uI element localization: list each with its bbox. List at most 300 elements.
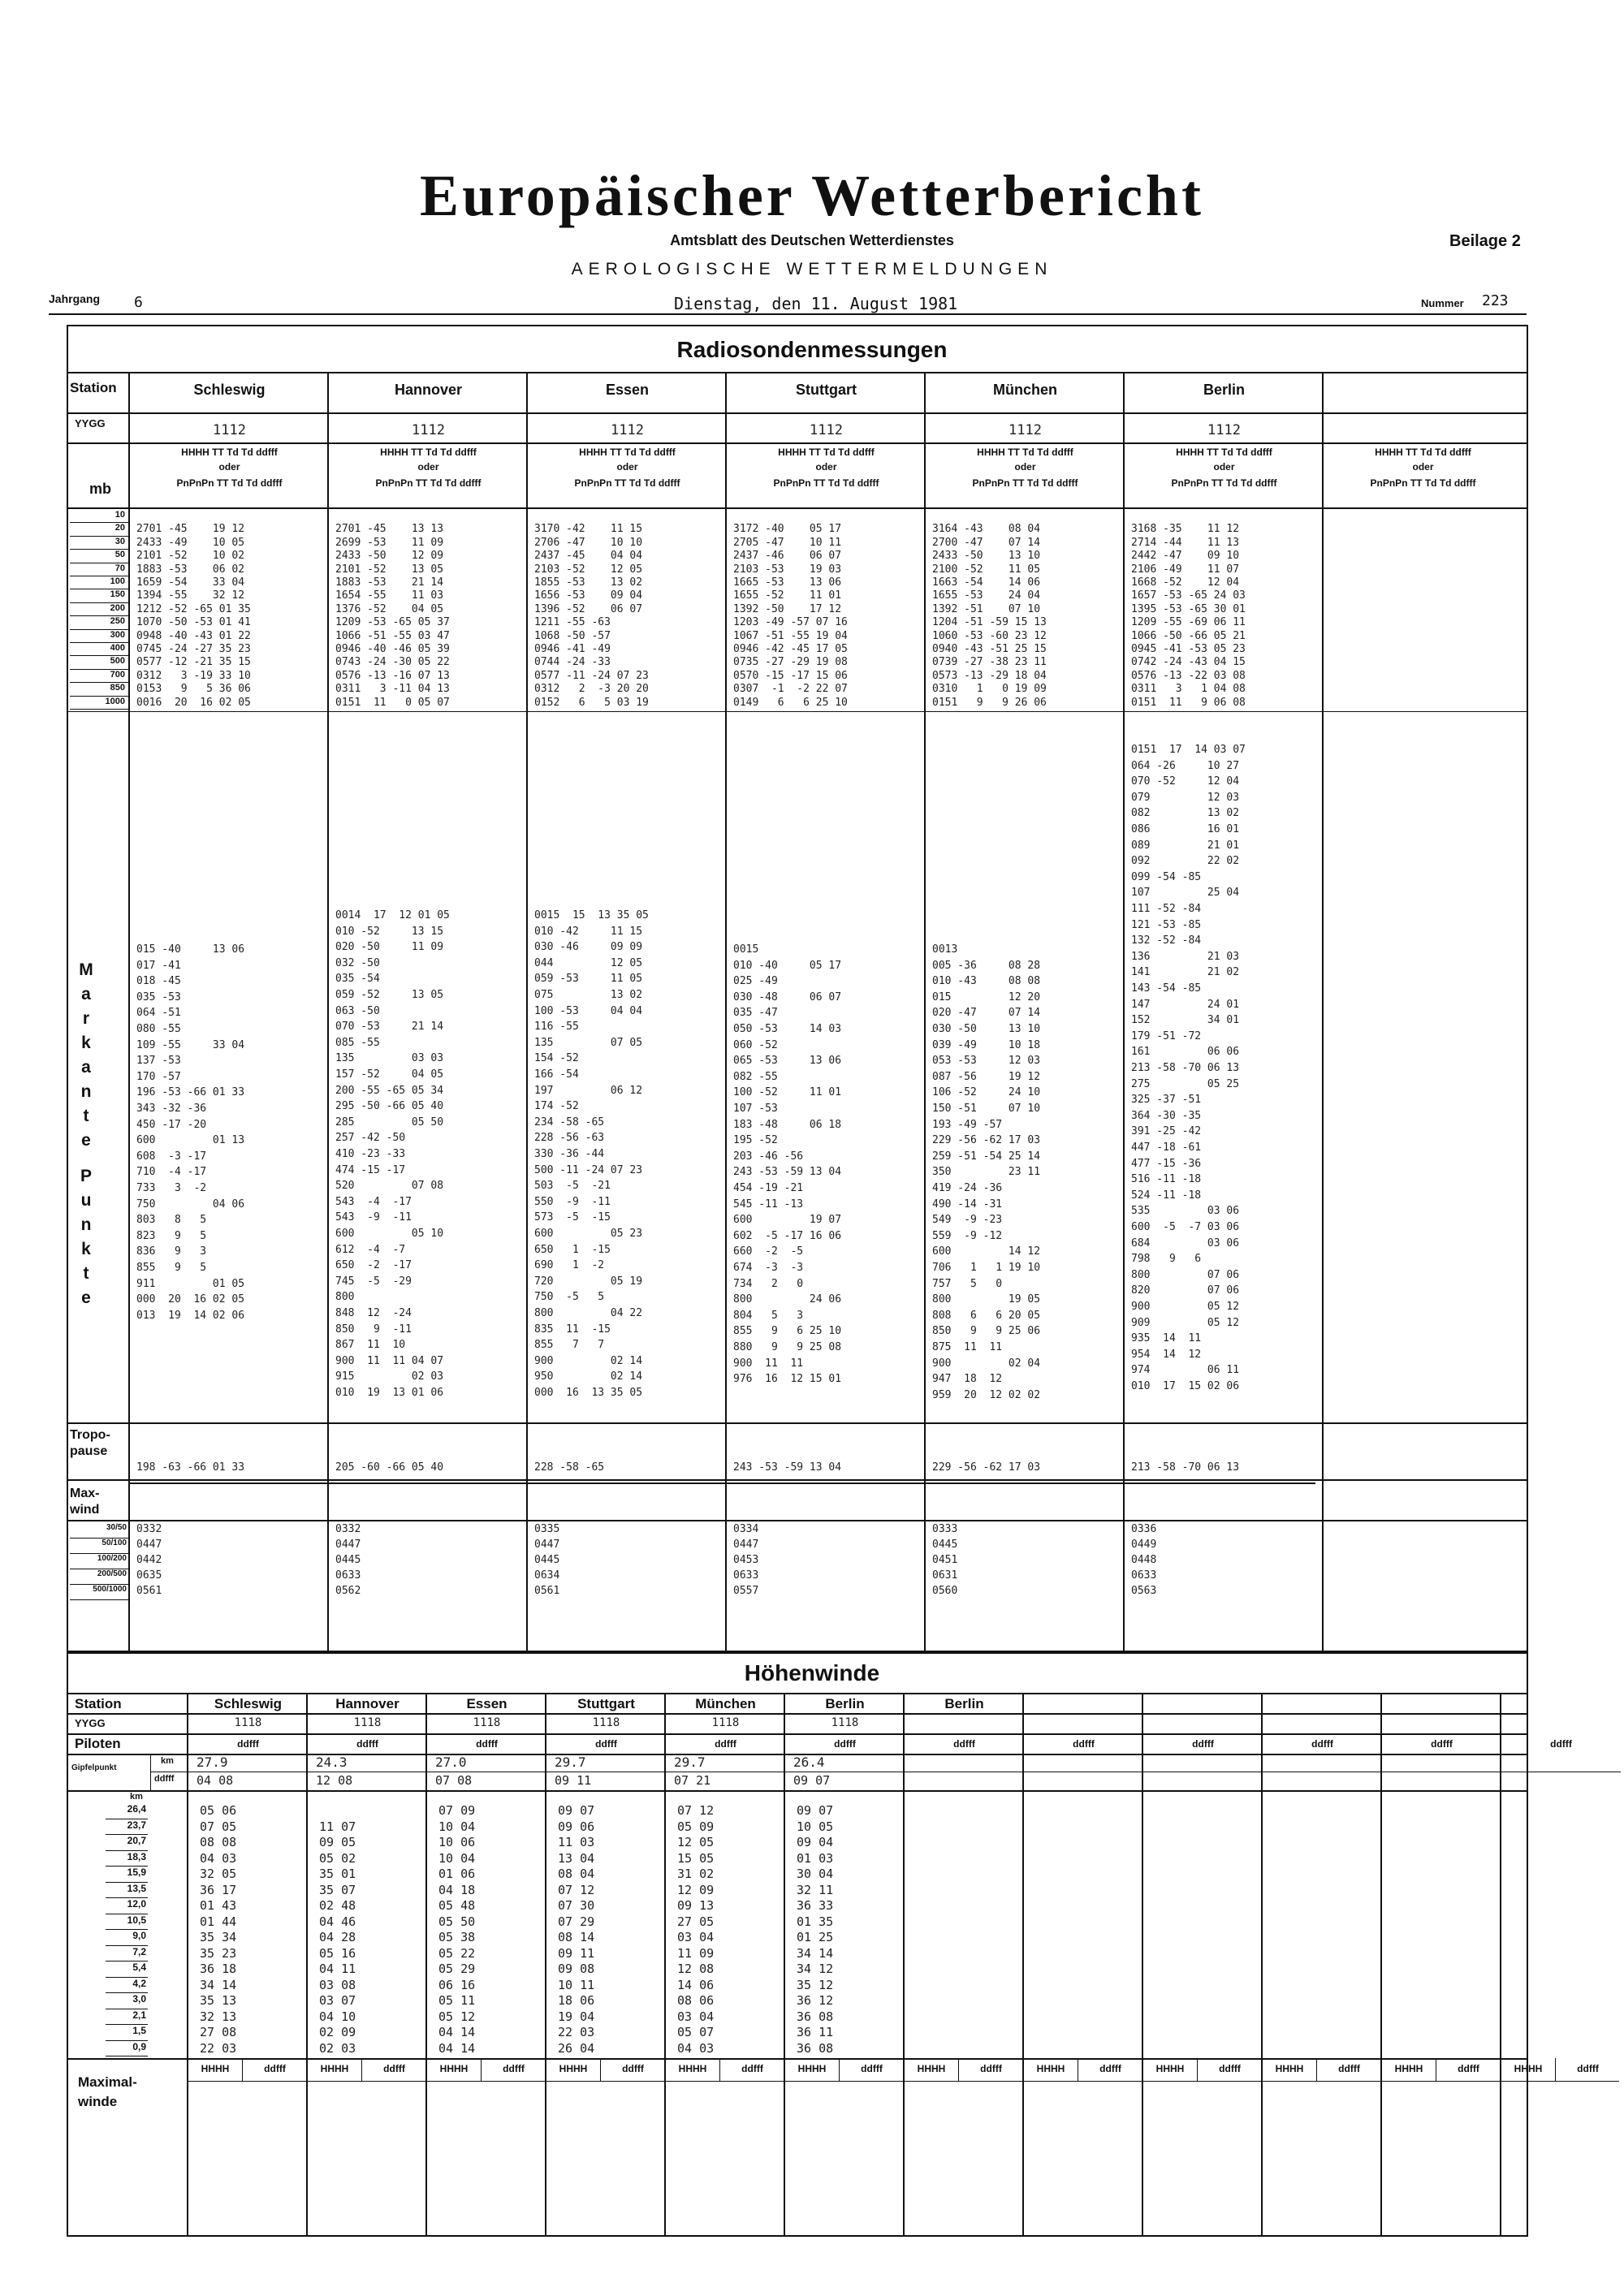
rule-wind-row [67, 1733, 1528, 1735]
sig-point-value: 085 -55 [335, 1036, 380, 1049]
layer-value: 0445 [335, 1554, 361, 1566]
sig-point-value: 543 -9 -11 [335, 1211, 412, 1224]
rule-wind-col [903, 1693, 905, 2237]
layer-value: 0562 [335, 1585, 361, 1597]
wind-value: 09 04 [797, 1835, 834, 1849]
std-level-value: 2701 -45 19 12 [136, 523, 245, 536]
std-level-value: 1657 -53 -65 24 03 [1131, 589, 1246, 602]
wind-level: 7,2 [132, 1945, 146, 1957]
wind-value: 05 29 [438, 1962, 476, 1976]
std-level-value: 1655 -53 24 04 [932, 589, 1041, 602]
std-level-value: 2714 -44 11 13 [1131, 536, 1240, 549]
sig-point-value: 855 7 7 [534, 1339, 605, 1352]
wind-value: 02 48 [319, 1898, 356, 1913]
std-level-value: 1376 -52 04 05 [335, 602, 444, 615]
sig-point-value: 116 -55 [534, 1021, 579, 1034]
sig-point-value: 330 -36 -44 [534, 1148, 605, 1160]
gipfel-label: Gipfelpunkt [71, 1763, 117, 1772]
sig-point-value: 154 -52 [534, 1052, 579, 1065]
sig-point-value: 750 04 06 [136, 1198, 245, 1211]
mb-label: mb [89, 481, 111, 497]
tropopause-value: 229 -56 -62 17 03 [932, 1461, 1041, 1474]
rule-wind-col [1500, 1693, 1501, 2237]
sig-point-value: 600 19 07 [733, 1214, 842, 1227]
std-level-value: 1203 -49 -57 07 16 [733, 616, 848, 629]
mb-level: 400 [110, 643, 125, 653]
wind-value: 35 13 [200, 1993, 237, 2008]
sig-point-value: 674 -3 -3 [733, 1262, 804, 1274]
wind-value: 01 06 [438, 1867, 476, 1881]
beilage-label: Beilage 2 [1449, 232, 1521, 250]
wind-value: 10 11 [558, 1977, 595, 1992]
col-head-2: PnPnPn TT Td Td ddfff [773, 477, 879, 489]
rule-wind-col [306, 1693, 308, 2237]
std-level-value: 2106 -49 11 07 [1131, 563, 1240, 576]
col-head: HHHH TT Td Td ddfff [1176, 447, 1272, 458]
piloten-ddfff: ddfff [953, 1738, 975, 1750]
sig-point-value: 228 -56 -63 [534, 1132, 605, 1145]
wind-value: 34 12 [797, 1962, 834, 1976]
wind-level: 12,0 [127, 1898, 146, 1910]
yygg-value: 1112 [1009, 422, 1042, 438]
markante-letter: n [80, 1082, 92, 1101]
tropopause-value: 198 -63 -66 01 33 [136, 1461, 245, 1474]
sig-point-value: 015 12 20 [932, 990, 1041, 1003]
sig-point-value: 600 01 13 [136, 1134, 245, 1147]
std-level-value: 3168 -35 11 12 [1131, 523, 1240, 536]
wind-value: 05 09 [677, 1819, 715, 1834]
sig-point-value: 106 -52 24 10 [932, 1086, 1041, 1099]
wind-level: 0,9 [132, 2040, 146, 2052]
sig-point-value: 275 05 25 [1131, 1077, 1240, 1090]
sig-point-value: 798 9 6 [1131, 1253, 1202, 1266]
std-level-value: 0577 -11 -24 07 23 [534, 669, 649, 682]
std-level-value: 0312 2 -3 20 20 [534, 683, 649, 696]
std-level-value: 1066 -50 -66 05 21 [1131, 629, 1246, 642]
layer-value: 0448 [1131, 1554, 1157, 1566]
wind-value: 01 43 [200, 1898, 237, 1913]
col-head-oder: oder [218, 461, 240, 473]
rule-layers [67, 1520, 1528, 1521]
rule-wind-row [67, 1790, 1528, 1792]
wind-value: 36 33 [797, 1898, 834, 1913]
sig-point-value: 848 12 -24 [335, 1307, 412, 1319]
wind-value: 01 35 [797, 1914, 834, 1929]
yygg-value: 1112 [810, 422, 843, 438]
std-level-value: 0312 3 -19 33 10 [136, 669, 251, 682]
sig-point-value: 087 -56 19 12 [932, 1070, 1041, 1083]
col-head-2: PnPnPn TT Td Td ddfff [1370, 477, 1476, 489]
layer-value: 0633 [335, 1569, 361, 1582]
std-level-value: 1211 -55 -63 [534, 616, 611, 629]
layer-value: 0334 [733, 1523, 759, 1535]
sig-point-value: 343 -32 -36 [136, 1103, 207, 1115]
wind-value: 05 38 [438, 1930, 476, 1944]
wind-value: 08 04 [558, 1867, 595, 1881]
wind-value: 05 02 [319, 1850, 356, 1866]
maximal-ddfff: ddfff [861, 2063, 883, 2074]
wind-yygg-value: 1118 [353, 1716, 382, 1729]
rule-mb [128, 372, 130, 1652]
sig-point-value: 0015 15 13 35 05 [534, 909, 649, 921]
rule-maximal [67, 2058, 1528, 2060]
col-head: HHHH TT Td Td ddfff [579, 447, 676, 458]
sig-point-value: 573 -5 -15 [534, 1211, 611, 1224]
rule-wind-title [67, 1693, 1528, 1694]
sig-point-value: 954 14 12 [1131, 1348, 1202, 1361]
wind-value: 08 08 [200, 1835, 237, 1849]
wind-station-label: Station [75, 1696, 122, 1711]
sig-point-value: 855 9 6 25 10 [733, 1325, 842, 1338]
col-head-2: PnPnPn TT Td Td ddfff [574, 477, 680, 489]
sig-point-value: 086 16 01 [1131, 823, 1240, 835]
nummer-value: 223 [1482, 292, 1509, 309]
layer-value: 0333 [932, 1523, 958, 1535]
markante-letter: a [81, 985, 91, 1003]
rule-station-col [327, 372, 329, 1652]
wind-value: 34 14 [797, 1945, 834, 1961]
wind-value: 02 03 [319, 2040, 356, 2056]
layer-value: 0561 [534, 1585, 560, 1597]
wind-yygg-value: 1118 [234, 1716, 262, 1729]
layer-value: 0447 [136, 1539, 162, 1551]
sig-point-value: 867 11 10 [335, 1339, 406, 1352]
std-level-value: 2433 -50 13 10 [932, 550, 1041, 563]
gipfel-km-label: km [161, 1756, 174, 1766]
std-level-value: 0742 -24 -43 04 15 [1131, 656, 1246, 669]
sig-point-value: 109 -55 33 04 [136, 1038, 245, 1051]
wind-value: 07 09 [438, 1803, 476, 1818]
wind-value: 04 14 [438, 2040, 476, 2056]
sig-point-value: 132 -52 -84 [1131, 934, 1202, 947]
piloten-ddfff: ddfff [834, 1738, 856, 1750]
wind-value: 04 03 [677, 2040, 715, 2056]
sig-point-value: 053 -53 12 03 [932, 1055, 1041, 1068]
piloten-ddfff: ddfff [1192, 1738, 1214, 1750]
std-level-value: 1070 -50 -53 01 41 [136, 616, 251, 629]
sig-point-value: 020 -47 07 14 [932, 1007, 1041, 1020]
std-level-value: 1656 -53 09 04 [534, 589, 643, 602]
wind-value: 11 07 [319, 1819, 356, 1834]
markante-label [70, 958, 102, 1310]
maximal-ddfff: ddfff [980, 2063, 1002, 2074]
wind-value: 07 12 [558, 1882, 595, 1897]
std-level-value: 0310 1 0 19 09 [932, 683, 1047, 696]
mb-level: 850 [110, 683, 125, 693]
wind-level: 20,7 [127, 1835, 146, 1846]
mb-level: 150 [110, 589, 125, 600]
sig-point-value: 065 -53 13 06 [733, 1055, 842, 1068]
col-head: HHHH TT Td Td ddfff [181, 447, 278, 458]
wind-value: 14 06 [677, 1977, 715, 1992]
tropopause-value: 205 -60 -66 05 40 [335, 1461, 444, 1474]
layer-value: 0631 [932, 1569, 958, 1582]
rule-wind-col [187, 1693, 188, 2237]
sig-point-value: 0014 17 12 01 05 [335, 909, 450, 921]
meta-line [49, 292, 1527, 315]
wind-value: 32 11 [797, 1882, 834, 1897]
wind-value: 07 12 [677, 1803, 715, 1818]
maxwind-label: Max-wind [70, 1487, 100, 1517]
wind-value: 08 14 [558, 1930, 595, 1944]
wind-value: 12 05 [677, 1835, 715, 1849]
yygg-value: 1112 [1207, 422, 1241, 438]
layer-value: 0563 [1131, 1585, 1157, 1597]
sig-point-value: 200 -55 -65 05 34 [335, 1084, 444, 1097]
gipfel-dd-value: 12 08 [316, 1773, 353, 1788]
sig-point-value: 075 13 02 [534, 989, 643, 1001]
sig-point-value: 600 -5 -7 03 06 [1131, 1221, 1240, 1233]
wind-value: 18 06 [558, 1993, 595, 2008]
wind-level: 23,7 [127, 1819, 146, 1831]
sig-point-value: 545 -11 -13 [733, 1198, 804, 1211]
sig-point-value: 259 -51 -54 25 14 [932, 1150, 1041, 1163]
std-level-value: 2101 -52 10 02 [136, 550, 245, 563]
std-level-value: 1855 -53 13 02 [534, 576, 643, 589]
std-level-value: 2701 -45 13 13 [335, 523, 444, 536]
wind-level: 4,2 [132, 1977, 146, 1989]
sig-point-value: 039 -49 10 18 [932, 1038, 1041, 1051]
sig-point-value: 0013 [932, 943, 958, 956]
sig-point-value: 183 -48 06 18 [733, 1118, 842, 1131]
piloten-ddfff: ddfff [595, 1738, 617, 1750]
yygg-value: 1112 [412, 422, 445, 438]
station-name-hannover: Hannover [394, 382, 463, 398]
col-head-oder: oder [1014, 461, 1036, 473]
std-level-value: 1066 -51 -55 03 47 [335, 629, 450, 642]
rule-title [67, 372, 1528, 373]
wind-value: 03 04 [677, 1930, 715, 1944]
mb-level: 10 [114, 510, 125, 520]
maximal-ddfff: ddfff [1338, 2063, 1360, 2074]
wind-station-stuttgart: Stuttgart [577, 1696, 635, 1711]
std-level-value: 0577 -12 -21 35 15 [136, 656, 251, 669]
markante-letter [70, 1153, 102, 1164]
layer-value: 0451 [932, 1554, 958, 1566]
wind-value: 35 01 [319, 1867, 356, 1881]
col-head-2: PnPnPn TT Td Td ddfff [176, 477, 283, 489]
sig-point-value: 850 9 -11 [335, 1323, 412, 1336]
wind-value: 10 04 [438, 1819, 476, 1834]
sig-point-value: 152 34 01 [1131, 1014, 1240, 1027]
maximal-ddfff: ddfff [503, 2063, 525, 2074]
sig-point-value: 549 -9 -23 [932, 1214, 1003, 1227]
maximal-ddfff: ddfff [1219, 2063, 1241, 2074]
sig-point-value: 197 06 12 [534, 1084, 643, 1097]
sig-point-value: 915 02 03 [335, 1370, 444, 1383]
rule-station-col [1322, 372, 1324, 1652]
sig-point-value: 050 -53 14 03 [733, 1023, 842, 1035]
wind-value: 05 06 [200, 1803, 237, 1818]
gipfel-dd-value: 04 08 [197, 1773, 234, 1788]
piloten-ddfff: ddfff [476, 1738, 498, 1750]
gipfel-km-value: 27.0 [435, 1754, 467, 1770]
std-level-value: 0016 20 16 02 05 [136, 696, 251, 709]
layer-value: 0560 [932, 1585, 958, 1597]
sig-point-value: 800 07 06 [1131, 1268, 1240, 1281]
wind-value: 07 05 [200, 1819, 237, 1834]
sig-point-value: 804 5 3 [733, 1309, 804, 1322]
sig-point-value: 900 11 11 04 07 [335, 1354, 444, 1367]
std-level-value: 0151 11 0 05 07 [335, 696, 450, 709]
wind-title: Höhenwinde [744, 1660, 880, 1685]
sig-point-value: 419 -24 -36 [932, 1182, 1003, 1194]
sig-point-value: 234 -58 -65 [534, 1116, 605, 1129]
sig-point-value: 079 12 03 [1131, 791, 1240, 804]
sig-point-value: 543 -4 -17 [335, 1195, 412, 1208]
wind-yygg-label: YYGG [75, 1717, 106, 1729]
maximal-hhhh: HHHH [1275, 2063, 1304, 2074]
sig-point-value: 010 17 15 02 06 [1131, 1380, 1240, 1392]
std-level-value: 0152 6 5 03 19 [534, 696, 649, 709]
rule-maxwind-heavy [130, 1482, 1315, 1484]
col-head: HHHH TT Td Td ddfff [977, 447, 1073, 458]
sig-point-value: 900 02 04 [932, 1357, 1041, 1370]
col-head-2: PnPnPn TT Td Td ddfff [375, 477, 482, 489]
wind-yygg-value: 1118 [711, 1716, 740, 1729]
wind-level: 26,4 [127, 1803, 146, 1815]
sig-point-value: 477 -15 -36 [1131, 1157, 1202, 1170]
wind-value: 04 10 [319, 2009, 356, 2024]
layer-value: 0447 [335, 1539, 361, 1551]
rule-std-end [67, 711, 1528, 712]
wind-value: 35 12 [797, 1977, 834, 1992]
layer-level: 30/50 [106, 1523, 127, 1532]
gipfel-dd-value: 09 07 [793, 1773, 831, 1788]
sig-point-value: 503 -5 -21 [534, 1180, 611, 1193]
sig-point-value: 000 20 16 02 05 [136, 1293, 245, 1306]
rule-mb-row [70, 709, 128, 710]
subtitle: Amtsblatt des Deutschen Wetterdienstes [670, 232, 954, 248]
gipfel-dd-value: 09 11 [555, 1773, 592, 1788]
wind-value: 11 03 [558, 1835, 595, 1849]
sig-point-value: 0151 17 14 03 07 [1131, 744, 1246, 756]
sig-point-value: 850 9 9 25 06 [932, 1325, 1041, 1338]
std-level-value: 1659 -54 33 04 [136, 576, 245, 589]
rule-wind-col [1380, 1693, 1382, 2237]
sig-point-value: 010 -43 08 08 [932, 975, 1041, 988]
sig-point-value: 166 -54 [534, 1068, 579, 1081]
sig-point-value: 030 -46 09 09 [534, 941, 643, 954]
station-name-essen: Essen [605, 382, 650, 398]
std-level-value: 1209 -53 -65 05 37 [335, 616, 450, 629]
sig-point-value: 010 19 13 01 06 [335, 1387, 444, 1399]
gipfel-km-value: 27.9 [197, 1754, 228, 1770]
col-head-2: PnPnPn TT Td Td ddfff [972, 477, 1078, 489]
std-level-value: 0573 -13 -29 18 04 [932, 669, 1047, 682]
sig-point-value: 195 -52 [733, 1134, 778, 1147]
maximal-ddfff: ddfff [622, 2063, 644, 2074]
rule-station-col [1123, 372, 1125, 1652]
maximal-ddfff: ddfff [1099, 2063, 1121, 2074]
markante-letter: e [81, 1131, 91, 1150]
sig-point-value: 836 9 3 [136, 1245, 207, 1258]
issue-date: Dienstag, den 11. August 1981 [674, 294, 958, 313]
page-title: Europäischer Wetterbericht [420, 163, 1204, 228]
wind-value: 01 44 [200, 1914, 237, 1929]
std-level-value: 1068 -50 -57 [534, 629, 611, 642]
std-level-value: 0948 -40 -43 01 22 [136, 629, 251, 642]
wind-value: 31 02 [677, 1867, 715, 1881]
layer-value: 0332 [136, 1523, 162, 1535]
gipfel-dd-label: ddfff [154, 1774, 175, 1784]
layer-value: 0449 [1131, 1539, 1157, 1551]
wind-value: 35 34 [200, 1930, 237, 1944]
std-level-value: 1668 -52 12 04 [1131, 576, 1240, 589]
wind-value: 36 08 [797, 2009, 834, 2024]
sig-point-value: 745 -5 -29 [335, 1275, 412, 1288]
maximal-hhhh: HHHH [559, 2063, 588, 2074]
wind-value: 19 04 [558, 2009, 595, 2024]
station-name-schleswig: Schleswig [193, 382, 266, 398]
sig-point-value: 600 05 10 [335, 1228, 444, 1240]
wind-station-münchen: München [695, 1696, 756, 1711]
wind-value: 36 12 [797, 1993, 834, 2008]
sig-point-value: 010 -42 11 15 [534, 925, 643, 938]
rule-maximal-head [187, 2081, 1619, 2082]
wind-value: 15 05 [677, 1850, 715, 1866]
wind-station-essen: Essen [466, 1696, 508, 1711]
markante-letter: P [80, 1167, 92, 1185]
sig-point-value: 690 1 -2 [534, 1259, 605, 1272]
wind-value: 10 04 [438, 1850, 476, 1866]
wind-value: 22 03 [200, 2040, 237, 2056]
sig-point-value: 935 14 11 [1131, 1332, 1202, 1345]
std-level-value: 1663 -54 14 06 [932, 576, 1041, 589]
wind-value: 02 09 [319, 2025, 356, 2039]
wind-value: 30 04 [797, 1867, 834, 1881]
sig-point-value: 135 07 05 [534, 1036, 643, 1049]
layer-value: 0561 [136, 1585, 162, 1597]
wind-value: 05 11 [438, 1993, 476, 2008]
sig-point-value: 179 -51 -72 [1131, 1029, 1202, 1042]
sig-point-value: 092 22 02 [1131, 855, 1240, 868]
std-level-value: 1392 -51 07 10 [932, 602, 1041, 615]
rule-wind-col [545, 1693, 546, 2237]
wind-level: 9,0 [132, 1930, 146, 1941]
sig-point-value: 213 -58 -70 06 13 [1131, 1062, 1240, 1074]
wind-value: 09 06 [558, 1819, 595, 1834]
wind-value: 05 16 [319, 1945, 356, 1961]
sig-point-value: 550 -9 -11 [534, 1195, 611, 1208]
sig-point-value: 005 -36 08 28 [932, 959, 1041, 972]
sig-point-value: 025 -49 [733, 975, 778, 988]
piloten-ddfff: ddfff [1073, 1738, 1095, 1750]
std-level-value: 1883 -53 21 14 [335, 576, 444, 589]
maximal-hhhh: HHHH [1036, 2063, 1065, 2074]
rule-wind-col [1261, 1693, 1263, 2237]
wind-value: 26 04 [558, 2040, 595, 2056]
sig-point-value: 121 -53 -85 [1131, 918, 1202, 931]
sig-point-value: 015 -40 13 06 [136, 943, 245, 956]
gipfel-dd-value: 07 21 [674, 1773, 711, 1788]
markante-letter: M [79, 960, 93, 979]
wind-value: 04 28 [319, 1930, 356, 1944]
sig-point-value: 650 -2 -17 [335, 1259, 412, 1272]
std-level-value: 0946 -42 -45 17 05 [733, 643, 848, 655]
layer-value: 0447 [733, 1539, 759, 1551]
wind-value: 11 09 [677, 1945, 715, 1961]
maximal-ddfff: ddfff [264, 2063, 286, 2074]
wind-level: 5,4 [132, 1962, 146, 1973]
sig-point-value: 147 24 01 [1131, 998, 1240, 1011]
std-level-value: 0743 -24 -30 05 22 [335, 656, 450, 669]
std-level-value: 2433 -50 12 09 [335, 550, 444, 563]
sig-point-value: 010 -52 13 15 [335, 925, 444, 938]
std-level-value: 1392 -50 17 12 [733, 602, 842, 615]
wind-value: 06 16 [438, 1977, 476, 1992]
wind-level: 3,0 [132, 1993, 146, 2005]
